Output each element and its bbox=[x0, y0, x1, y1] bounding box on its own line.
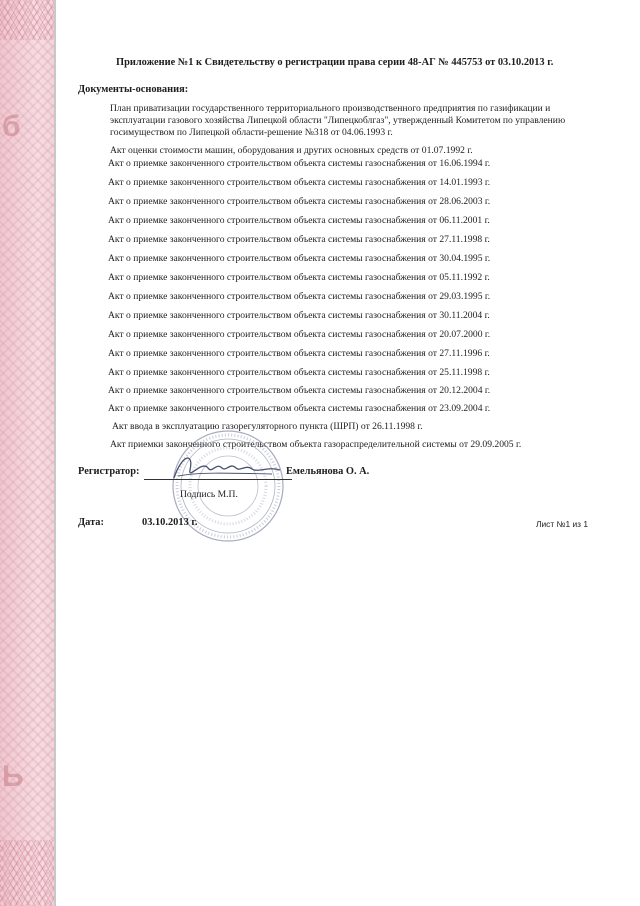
date-label: Дата: bbox=[78, 517, 104, 528]
document-item: Акт о приемке законченного строительством объекта системы газоснабжения от 23.09.2004 г. bbox=[108, 403, 491, 414]
document-item: Акт о приемке законченного строительством объекта системы газоснабжения от 20.12.2004 г. bbox=[108, 385, 491, 396]
basis-heading: Документы-основания: bbox=[78, 84, 189, 95]
document-item: Акт о приемке законченного строительством объекта системы газоснабжения от 27.11.1996 г. bbox=[108, 348, 490, 359]
document-item: Акт о приемке законченного строительством объекта системы газоснабжения от 29.03.1995 г. bbox=[108, 291, 491, 302]
document-item: Акт приемки законченного строительством объекта газораспределительной системы от 29.09.2005 г. bbox=[110, 439, 522, 450]
document-item: Акт оценки стоимости машин, оборудования и других основных средств от 01.07.1992 г. bbox=[110, 145, 473, 156]
document-item: Акт о приемке законченного строительством объекта системы газоснабжения от 14.01.1993 г. bbox=[108, 177, 491, 188]
privatization-plan-text: План приватизации государственного территориального производственного предприятия по газификации и эксплуатации газового хозяйства Липецкой области "Липецкоблгаз", утвержденный Комитетом по управлению госимуществом по Липецкой области-решение №318 от 04.06.1993 г. bbox=[110, 103, 566, 138]
sheet-number: Лист №1 из 1 bbox=[536, 519, 588, 529]
page-title: Приложение №1 к Свидетельству о регистрации права серии 48-АГ № 445753 от 03.10.2013 г. bbox=[116, 57, 554, 68]
date-value: 03.10.2013 г. bbox=[142, 517, 198, 528]
registrar-label: Регистратор: bbox=[78, 466, 140, 477]
border-watermark-glyph: Ь bbox=[2, 760, 24, 793]
signature-caption: Подпись М.П. bbox=[180, 489, 238, 500]
registrar-name: Емельянова О. А. bbox=[286, 466, 370, 477]
document-item: Акт о приемке законченного строительством объекта системы газоснабжения от 25.11.1998 г. bbox=[108, 367, 490, 378]
document-item: Акт о приемке законченного строительством объекта системы газоснабжения от 30.11.2004 г. bbox=[108, 310, 490, 321]
document-item: Акт о приемке законченного строительством объекта системы газоснабжения от 05.11.1992 г. bbox=[108, 272, 490, 283]
document-item: Акт о приемке законченного строительством объекта системы газоснабжения от 20.07.2000 г. bbox=[108, 329, 491, 340]
document-item: Акт о приемке законченного строительством объекта системы газоснабжения от 16.06.1994 г. bbox=[108, 158, 491, 169]
document-item: Акт о приемке законченного строительством объекта системы газоснабжения от 30.04.1995 г. bbox=[108, 253, 491, 264]
document-item: Акт о приемке законченного строительством объекта системы газоснабжения от 28.06.2003 г. bbox=[108, 196, 491, 207]
document-item: Акт ввода в эксплуатацию газорегуляторного пункта (ШРП) от 26.11.1998 г. bbox=[112, 421, 423, 432]
document-item: Акт о приемке законченного строительством объекта системы газоснабжения от 27.11.1998 г. bbox=[108, 234, 490, 245]
signature-line bbox=[144, 479, 292, 480]
border-watermark-glyph: б bbox=[2, 110, 21, 143]
document-item: Акт о приемке законченного строительством объекта системы газоснабжения от 06.11.2001 г. bbox=[108, 215, 490, 226]
